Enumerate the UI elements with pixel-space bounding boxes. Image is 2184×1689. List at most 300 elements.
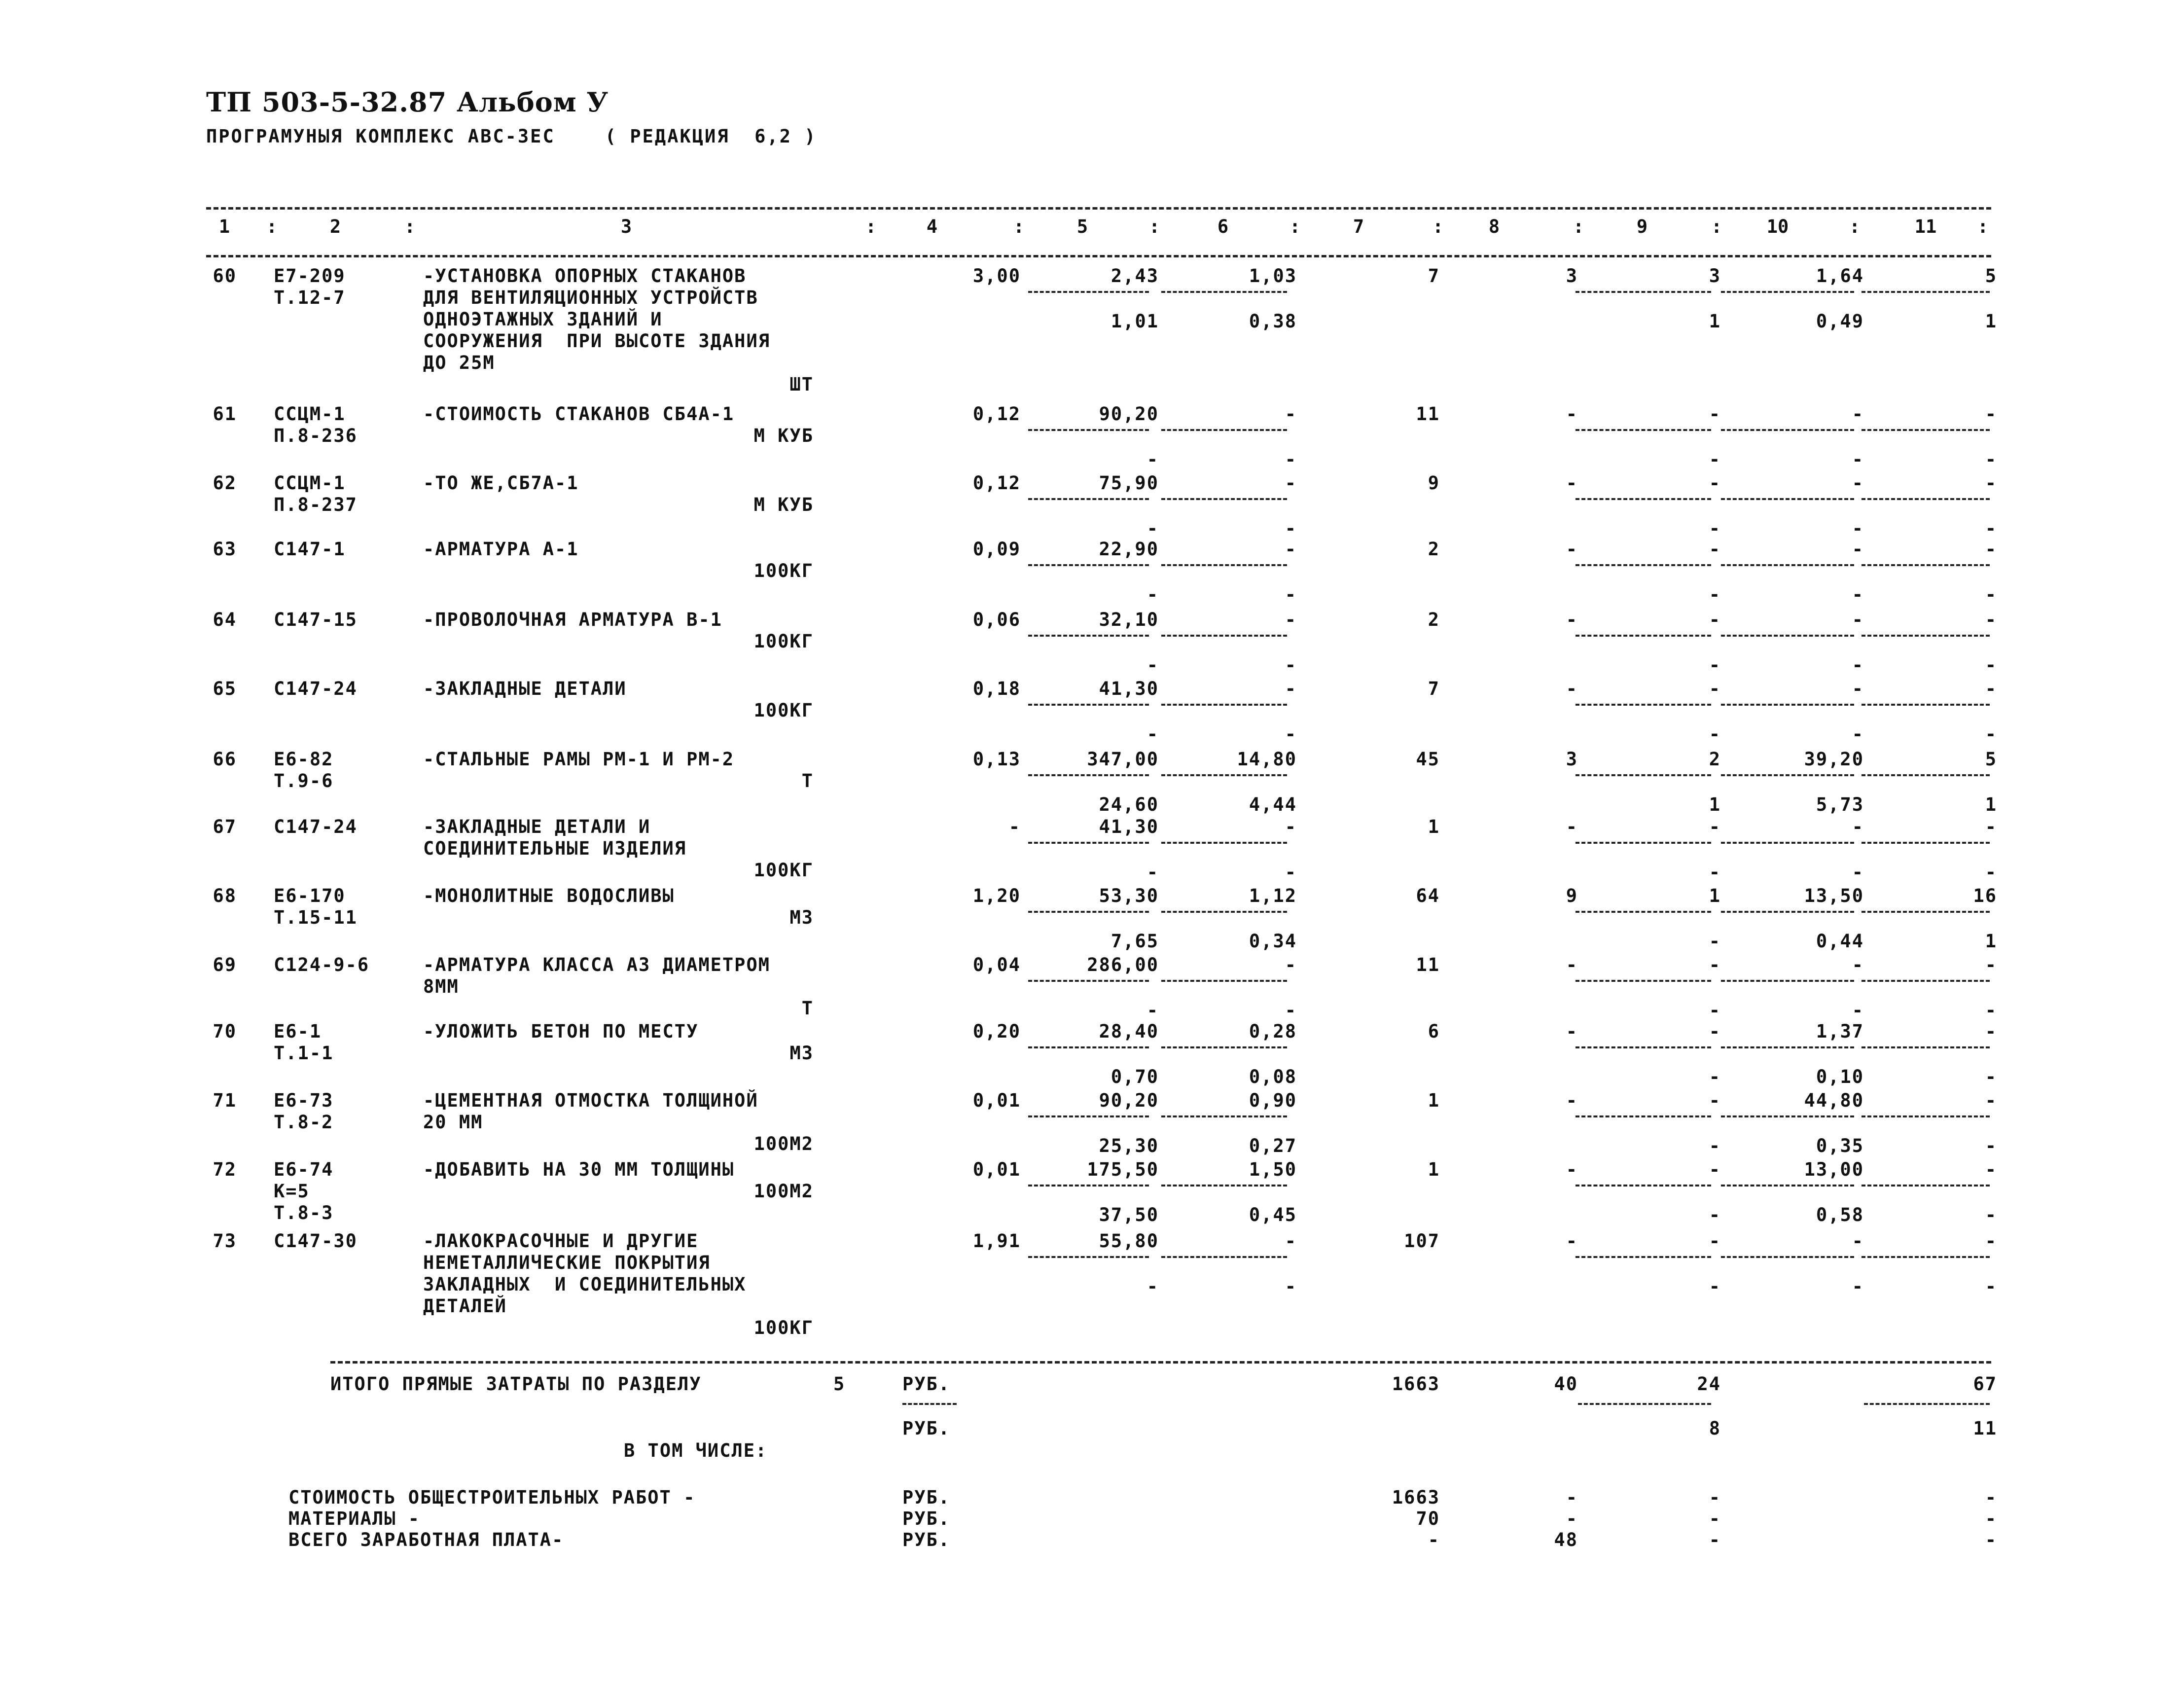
- row-machine-wage-total: -: [1709, 862, 1721, 883]
- row-subtotal-rule: [1161, 911, 1287, 913]
- row-code: П.8-237: [274, 494, 358, 515]
- row-labor-total: 5: [1985, 265, 1997, 287]
- row-labor-unit-b: -: [1852, 723, 1864, 745]
- row-wage-total: -: [1566, 1021, 1578, 1042]
- row-total-cost: 1: [1428, 1090, 1440, 1111]
- row-subtotal-rule: [1862, 704, 1990, 706]
- row-labor-unit-b: 0,44: [1816, 931, 1864, 952]
- row-subtotal-rule: [1862, 1115, 1990, 1117]
- row-labor-total: 5: [1985, 749, 1997, 770]
- row-description: ДЛЯ ВЕНТИЛЯЦИОННЫХ УСТРОЙСТВ: [423, 287, 758, 308]
- row-subtotal-rule: [1575, 911, 1711, 913]
- totals-unit-2: РУБ.: [902, 1418, 951, 1439]
- row-labor-unit-b: 0,58: [1816, 1204, 1864, 1225]
- row-unit-wage: -: [1146, 518, 1159, 539]
- row-quantity: 0,18: [972, 678, 1021, 699]
- row-labor-total-b: -: [1985, 1204, 1997, 1225]
- row-labor-unit: -: [1852, 954, 1864, 975]
- row-subtotal-rule: [1862, 291, 1990, 293]
- row-unit-cost: 22,90: [1099, 539, 1159, 560]
- row-labor-unit-b: -: [1852, 1276, 1864, 1297]
- totals-machine-wage: 8: [1709, 1418, 1721, 1439]
- row-labor-unit: -: [1852, 539, 1864, 560]
- row-wage-total: -: [1566, 1090, 1578, 1111]
- including-heading: В ТОМ ЧИСЛЕ:: [624, 1440, 768, 1461]
- row-unit: 100КГ: [753, 700, 814, 721]
- row-total-cost: 1: [1428, 1159, 1440, 1180]
- row-quantity: 0,01: [972, 1159, 1021, 1180]
- row-subtotal-rule: [1721, 635, 1854, 637]
- header-top-rule: [206, 207, 1991, 210]
- row-code: Е7-209: [274, 265, 346, 287]
- row-subtotal-rule: [1028, 429, 1149, 431]
- row-labor-unit-b: 0,10: [1816, 1066, 1864, 1087]
- row-subtotal-rule: [1028, 564, 1149, 566]
- row-machine-total: -: [1709, 954, 1721, 975]
- row-subtotal-rule: [1161, 1046, 1287, 1048]
- row-subtotal-rule: [1028, 842, 1149, 844]
- row-description: СОЕДИНИТЕЛЬНЫЕ ИЗДЕЛИЯ: [423, 838, 687, 859]
- row-wage-total: -: [1566, 954, 1578, 975]
- breakdown-cost: 1663: [1392, 1487, 1440, 1508]
- row-labor-total: -: [1985, 678, 1997, 699]
- row-quantity: 0,01: [972, 1090, 1021, 1111]
- row-total-cost: 7: [1428, 678, 1440, 699]
- row-description: -ТО ЖЕ,СБ7А-1: [423, 472, 579, 494]
- row-subtotal-rule: [1028, 1046, 1149, 1048]
- column-separator: :: [1711, 216, 1723, 237]
- row-machine-cost: 14,80: [1237, 749, 1297, 770]
- column-header-2: 2: [329, 216, 341, 237]
- column-separator: :: [1977, 216, 1990, 237]
- row-code: Т.8-3: [274, 1202, 334, 1223]
- row-machine-cost: -: [1285, 954, 1297, 975]
- row-machine-wage-total: -: [1709, 1204, 1721, 1225]
- row-unit-cost: 175,50: [1087, 1159, 1159, 1180]
- row-code: ССЦМ-1: [274, 403, 346, 425]
- row-machine-wage: -: [1285, 584, 1297, 605]
- row-wage-total: -: [1566, 609, 1578, 630]
- row-machine-cost: -: [1285, 609, 1297, 630]
- row-quantity: 0,13: [972, 749, 1021, 770]
- row-quantity: 1,20: [972, 885, 1021, 906]
- row-machine-wage: -: [1285, 654, 1297, 676]
- breakdown-label: МАТЕРИАЛЫ -: [288, 1508, 421, 1529]
- row-description: -СТАЛЬНЫЕ РАМЫ РМ-1 И РМ-2: [423, 749, 735, 770]
- column-header-7: 7: [1353, 216, 1364, 237]
- row-machine-total: -: [1709, 403, 1721, 425]
- row-subtotal-rule: [1028, 774, 1149, 776]
- totals-wage: 40: [1554, 1373, 1578, 1395]
- row-subtotal-rule: [1575, 1046, 1711, 1048]
- row-labor-total-b: 1: [1985, 311, 1997, 332]
- row-unit-wage: -: [1146, 1000, 1159, 1021]
- totals-labor: 67: [1973, 1373, 1997, 1395]
- row-unit-wage: 24,60: [1099, 794, 1159, 815]
- row-subtotal-rule: [1575, 704, 1711, 706]
- breakdown-label: СТОИМОСТЬ ОБЩЕСТРОИТЕЛЬНЫХ РАБОТ -: [288, 1487, 696, 1508]
- row-labor-unit: -: [1852, 678, 1864, 699]
- row-total-cost: 9: [1428, 472, 1440, 494]
- row-labor-total-b: -: [1985, 584, 1997, 605]
- row-code: С147-30: [274, 1230, 358, 1252]
- row-subtotal-rule: [1575, 1185, 1711, 1186]
- row-code: К=5: [274, 1181, 310, 1202]
- row-labor-unit: 1,64: [1816, 265, 1864, 287]
- row-subtotal-rule: [1161, 1185, 1287, 1186]
- row-unit: М КУБ: [753, 494, 814, 515]
- row-machine-wage-total: -: [1709, 1000, 1721, 1021]
- row-machine-wage: -: [1285, 1276, 1297, 1297]
- row-unit: 100КГ: [753, 631, 814, 652]
- row-total-cost: 7: [1428, 265, 1440, 287]
- row-subtotal-rule: [1028, 635, 1149, 637]
- row-unit-cost: 53,30: [1099, 885, 1159, 906]
- row-labor-total: -: [1985, 1021, 1997, 1042]
- row-number: 66: [213, 749, 237, 770]
- row-unit: 100М2: [753, 1133, 814, 1154]
- row-number: 69: [213, 954, 237, 975]
- row-unit-cost: 55,80: [1099, 1230, 1159, 1252]
- row-code: Е6-82: [274, 749, 334, 770]
- row-unit-wage: -: [1146, 862, 1159, 883]
- breakdown-machine: -: [1709, 1487, 1721, 1508]
- row-labor-unit: -: [1852, 816, 1864, 837]
- row-quantity: 0,12: [972, 472, 1021, 494]
- row-labor-total: -: [1985, 1159, 1997, 1180]
- row-wage-total: -: [1566, 816, 1578, 837]
- row-subtotal-rule: [1028, 704, 1149, 706]
- breakdown-unit: РУБ.: [902, 1487, 951, 1508]
- totals-labor-b: 11: [1973, 1418, 1997, 1439]
- row-subtotal-rule: [1575, 429, 1711, 431]
- row-unit-cost: 347,00: [1087, 749, 1159, 770]
- row-labor-total: -: [1985, 816, 1997, 837]
- row-unit: М3: [789, 1042, 814, 1064]
- row-total-cost: 107: [1404, 1230, 1440, 1252]
- row-subtotal-rule: [1721, 980, 1854, 982]
- row-quantity: 0,04: [972, 954, 1021, 975]
- row-code: Т.12-7: [274, 287, 346, 308]
- row-wage-total: 3: [1566, 749, 1578, 770]
- row-subtotal-rule: [1575, 774, 1711, 776]
- row-labor-total: -: [1985, 1230, 1997, 1252]
- row-subtotal-rule: [1721, 429, 1854, 431]
- row-total-cost: 2: [1428, 539, 1440, 560]
- column-header-10: 10: [1766, 216, 1789, 237]
- row-quantity: 0,20: [972, 1021, 1021, 1042]
- row-description: -СТОИМОСТЬ СТАКАНОВ СБ4А-1: [423, 403, 735, 425]
- row-labor-total: -: [1985, 539, 1997, 560]
- row-machine-cost: -: [1285, 816, 1297, 837]
- row-description: ДЕТАЛЕЙ: [423, 1295, 507, 1317]
- row-labor-unit-b: -: [1852, 862, 1864, 883]
- row-subtotal-rule: [1575, 635, 1711, 637]
- row-subtotal-rule: [1721, 564, 1854, 566]
- breakdown-labor: -: [1985, 1529, 1997, 1550]
- row-labor-total-b: 1: [1985, 794, 1997, 815]
- row-unit-cost: 75,90: [1099, 472, 1159, 494]
- row-machine-wage-total: -: [1709, 931, 1721, 952]
- row-unit: 100КГ: [753, 860, 814, 881]
- column-separator: :: [1149, 216, 1161, 237]
- row-labor-unit-b: -: [1852, 449, 1864, 470]
- row-machine-total: -: [1709, 1230, 1721, 1252]
- row-machine-cost: 1,50: [1249, 1159, 1297, 1180]
- row-code: П.8-236: [274, 425, 358, 446]
- row-machine-total: -: [1709, 539, 1721, 560]
- row-description: 20 ММ: [423, 1112, 483, 1133]
- document-title: ТП 503-5-32.87 Альбом У: [206, 86, 609, 118]
- row-description: ДО 25М: [423, 352, 495, 373]
- row-labor-unit-b: -: [1852, 518, 1864, 539]
- column-header-5: 5: [1076, 216, 1088, 237]
- row-unit: Т: [801, 770, 814, 791]
- row-number: 68: [213, 885, 237, 906]
- column-header-6: 6: [1217, 216, 1229, 237]
- column-separator: :: [404, 216, 417, 237]
- row-quantity: 0,09: [972, 539, 1021, 560]
- row-code: Т.8-2: [274, 1112, 334, 1133]
- row-unit: М3: [789, 907, 814, 928]
- row-machine-total: -: [1709, 678, 1721, 699]
- row-subtotal-rule: [1862, 498, 1990, 500]
- row-description: -ПРОВОЛОЧНАЯ АРМАТУРА В-1: [423, 609, 722, 630]
- totals-sub-rule: [1578, 1403, 1711, 1405]
- row-quantity: 0,12: [972, 403, 1021, 425]
- row-subtotal-rule: [1575, 498, 1711, 500]
- row-subtotal-rule: [1028, 1256, 1149, 1258]
- row-total-cost: 11: [1416, 954, 1440, 975]
- row-number: 61: [213, 403, 237, 425]
- row-unit-cost: 41,30: [1099, 678, 1159, 699]
- column-separator: :: [1849, 216, 1862, 237]
- column-header-1: 1: [218, 216, 230, 237]
- row-subtotal-rule: [1862, 1046, 1990, 1048]
- row-machine-cost: -: [1285, 472, 1297, 494]
- row-subtotal-rule: [1721, 1046, 1854, 1048]
- row-machine-wage: -: [1285, 862, 1297, 883]
- row-subtotal-rule: [1862, 1256, 1990, 1258]
- breakdown-wage: 48: [1554, 1529, 1578, 1550]
- row-labor-total: 16: [1973, 885, 1997, 906]
- row-subtotal-rule: [1862, 1185, 1990, 1186]
- row-machine-total: 3: [1709, 265, 1721, 287]
- row-total-cost: 64: [1416, 885, 1440, 906]
- row-code: С147-1: [274, 539, 346, 560]
- row-labor-total: -: [1985, 609, 1997, 630]
- row-labor-total: -: [1985, 403, 1997, 425]
- row-unit-cost: 41,30: [1099, 816, 1159, 837]
- row-unit-cost: 28,40: [1099, 1021, 1159, 1042]
- row-subtotal-rule: [1028, 291, 1149, 293]
- row-machine-total: -: [1709, 1159, 1721, 1180]
- row-total-cost: 1: [1428, 816, 1440, 837]
- row-unit-wage: 1,01: [1110, 311, 1159, 332]
- row-labor-unit-b: -: [1852, 1000, 1864, 1021]
- row-description: 8ММ: [423, 976, 459, 997]
- row-code: С124-9-6: [274, 954, 370, 975]
- row-machine-cost: 0,28: [1249, 1021, 1297, 1042]
- row-quantity: -: [1008, 816, 1021, 837]
- row-wage-total: 9: [1566, 885, 1578, 906]
- row-subtotal-rule: [1161, 564, 1287, 566]
- row-subtotal-rule: [1721, 1185, 1854, 1186]
- row-machine-cost: -: [1285, 678, 1297, 699]
- row-subtotal-rule: [1161, 774, 1287, 776]
- row-subtotal-rule: [1028, 911, 1149, 913]
- row-subtotal-rule: [1862, 564, 1990, 566]
- breakdown-cost: 70: [1416, 1508, 1440, 1529]
- row-unit: М КУБ: [753, 425, 814, 446]
- row-labor-unit-b: 0,49: [1816, 311, 1864, 332]
- row-number: 71: [213, 1090, 237, 1111]
- row-total-cost: 2: [1428, 609, 1440, 630]
- row-machine-total: 2: [1709, 749, 1721, 770]
- row-machine-wage: -: [1285, 449, 1297, 470]
- row-labor-total-b: -: [1985, 862, 1997, 883]
- row-machine-cost: -: [1285, 1230, 1297, 1252]
- row-unit-cost: 90,20: [1099, 403, 1159, 425]
- row-subtotal-rule: [1862, 911, 1990, 913]
- row-number: 60: [213, 265, 237, 287]
- row-unit: Т: [801, 998, 814, 1019]
- totals-sub-rule: [902, 1403, 957, 1405]
- row-number: 73: [213, 1230, 237, 1252]
- row-labor-total-b: -: [1985, 1135, 1997, 1156]
- row-description: ОДНОЭТАЖНЫХ ЗДАНИЙ И: [423, 309, 663, 330]
- row-subtotal-rule: [1161, 429, 1287, 431]
- row-wage-total: -: [1566, 403, 1578, 425]
- row-code: С147-24: [274, 816, 358, 837]
- row-description: СООРУЖЕНИЯ ПРИ ВЫСОТЕ ЗДАНИЯ: [423, 330, 771, 352]
- row-code: Т.1-1: [274, 1042, 334, 1064]
- row-unit-wage: 25,30: [1099, 1135, 1159, 1156]
- row-machine-cost: -: [1285, 403, 1297, 425]
- row-machine-total: -: [1709, 816, 1721, 837]
- row-machine-wage-total: -: [1709, 518, 1721, 539]
- breakdown-machine: -: [1709, 1529, 1721, 1550]
- row-subtotal-rule: [1575, 1115, 1711, 1117]
- row-unit-cost: 90,20: [1099, 1090, 1159, 1111]
- row-subtotal-rule: [1575, 1256, 1711, 1258]
- row-machine-wage: 4,44: [1249, 794, 1297, 815]
- row-wage-total: -: [1566, 539, 1578, 560]
- row-subtotal-rule: [1721, 774, 1854, 776]
- row-code: Е6-170: [274, 885, 346, 906]
- row-labor-total-b: -: [1985, 723, 1997, 745]
- row-labor-unit: 44,80: [1804, 1090, 1864, 1111]
- totals-sub-rule: [1864, 1403, 1990, 1405]
- row-machine-wage: -: [1285, 518, 1297, 539]
- header-bottom-rule: [206, 255, 1991, 257]
- row-machine-total: -: [1709, 472, 1721, 494]
- column-header-3: 3: [620, 216, 632, 237]
- totals-section-number: 5: [833, 1373, 846, 1395]
- row-labor-total-b: -: [1985, 449, 1997, 470]
- row-machine-wage: 0,38: [1249, 311, 1297, 332]
- row-total-cost: 45: [1416, 749, 1440, 770]
- row-labor-unit: -: [1852, 609, 1864, 630]
- row-unit: 100КГ: [753, 560, 814, 581]
- row-unit-wage: -: [1146, 723, 1159, 745]
- row-subtotal-rule: [1161, 635, 1287, 637]
- column-header-8: 8: [1488, 216, 1500, 237]
- row-machine-wage-total: -: [1709, 584, 1721, 605]
- row-unit-cost: 286,00: [1087, 954, 1159, 975]
- row-labor-total: -: [1985, 472, 1997, 494]
- row-description: -УСТАНОВКА ОПОРНЫХ СТАКАНОВ: [423, 265, 747, 287]
- row-subtotal-rule: [1161, 980, 1287, 982]
- row-subtotal-rule: [1575, 291, 1711, 293]
- row-description: -ДОБАВИТЬ НА 30 ММ ТОЛЩИНЫ: [423, 1159, 735, 1180]
- row-subtotal-rule: [1161, 291, 1287, 293]
- row-description: ЗАКЛАДНЫХ И СОЕДИНИТЕЛЬНЫХ: [423, 1274, 747, 1295]
- column-separator: :: [1013, 216, 1026, 237]
- row-code: С147-24: [274, 678, 358, 699]
- row-quantity: 3,00: [972, 265, 1021, 287]
- row-number: 63: [213, 539, 237, 560]
- breakdown-unit: РУБ.: [902, 1529, 951, 1550]
- row-machine-wage: 0,34: [1249, 931, 1297, 952]
- row-unit-wage: -: [1146, 1276, 1159, 1297]
- row-machine-cost: 0,90: [1249, 1090, 1297, 1111]
- row-subtotal-rule: [1161, 498, 1287, 500]
- row-machine-wage-total: -: [1709, 1135, 1721, 1156]
- column-header-4: 4: [926, 216, 938, 237]
- row-machine-total: -: [1709, 609, 1721, 630]
- row-number: 67: [213, 816, 237, 837]
- row-unit-wage: 7,65: [1110, 931, 1159, 952]
- row-machine-wage: 0,08: [1249, 1066, 1297, 1087]
- column-separator: :: [266, 216, 279, 237]
- row-number: 62: [213, 472, 237, 494]
- row-labor-unit-b: -: [1852, 654, 1864, 676]
- row-labor-unit: -: [1852, 403, 1864, 425]
- row-subtotal-rule: [1721, 704, 1854, 706]
- row-machine-total: -: [1709, 1090, 1721, 1111]
- totals-top-rule: [330, 1361, 1991, 1364]
- row-subtotal-rule: [1028, 980, 1149, 982]
- row-machine-wage-total: -: [1709, 723, 1721, 745]
- row-subtotal-rule: [1862, 980, 1990, 982]
- row-labor-unit-b: 5,73: [1816, 794, 1864, 815]
- breakdown-labor: -: [1985, 1487, 1997, 1508]
- row-machine-total: -: [1709, 1021, 1721, 1042]
- row-unit-wage: 37,50: [1099, 1204, 1159, 1225]
- row-machine-cost: 1,12: [1249, 885, 1297, 906]
- row-machine-total: 1: [1709, 885, 1721, 906]
- row-subtotal-rule: [1862, 635, 1990, 637]
- row-description: -АРМАТУРА А-1: [423, 539, 579, 560]
- row-description: -МОНОЛИТНЫЕ ВОДОСЛИВЫ: [423, 885, 675, 906]
- row-description: -ЦЕМЕНТНАЯ ОТМОСТКА ТОЛЩИНОЙ: [423, 1090, 758, 1111]
- row-total-cost: 11: [1416, 403, 1440, 425]
- row-code: Е6-73: [274, 1090, 334, 1111]
- row-wage-total: -: [1566, 678, 1578, 699]
- row-wage-total: -: [1566, 1230, 1578, 1252]
- row-labor-unit: 1,37: [1816, 1021, 1864, 1042]
- row-unit-wage: -: [1146, 654, 1159, 676]
- row-description: -ЗАКЛАДНЫЕ ДЕТАЛИ И: [423, 816, 651, 837]
- row-labor-unit: -: [1852, 1230, 1864, 1252]
- row-subtotal-rule: [1161, 842, 1287, 844]
- row-machine-wage-total: 1: [1709, 794, 1721, 815]
- row-unit-cost: 2,43: [1110, 265, 1159, 287]
- row-subtotal-rule: [1161, 704, 1287, 706]
- row-number: 70: [213, 1021, 237, 1042]
- row-wage-total: -: [1566, 1159, 1578, 1180]
